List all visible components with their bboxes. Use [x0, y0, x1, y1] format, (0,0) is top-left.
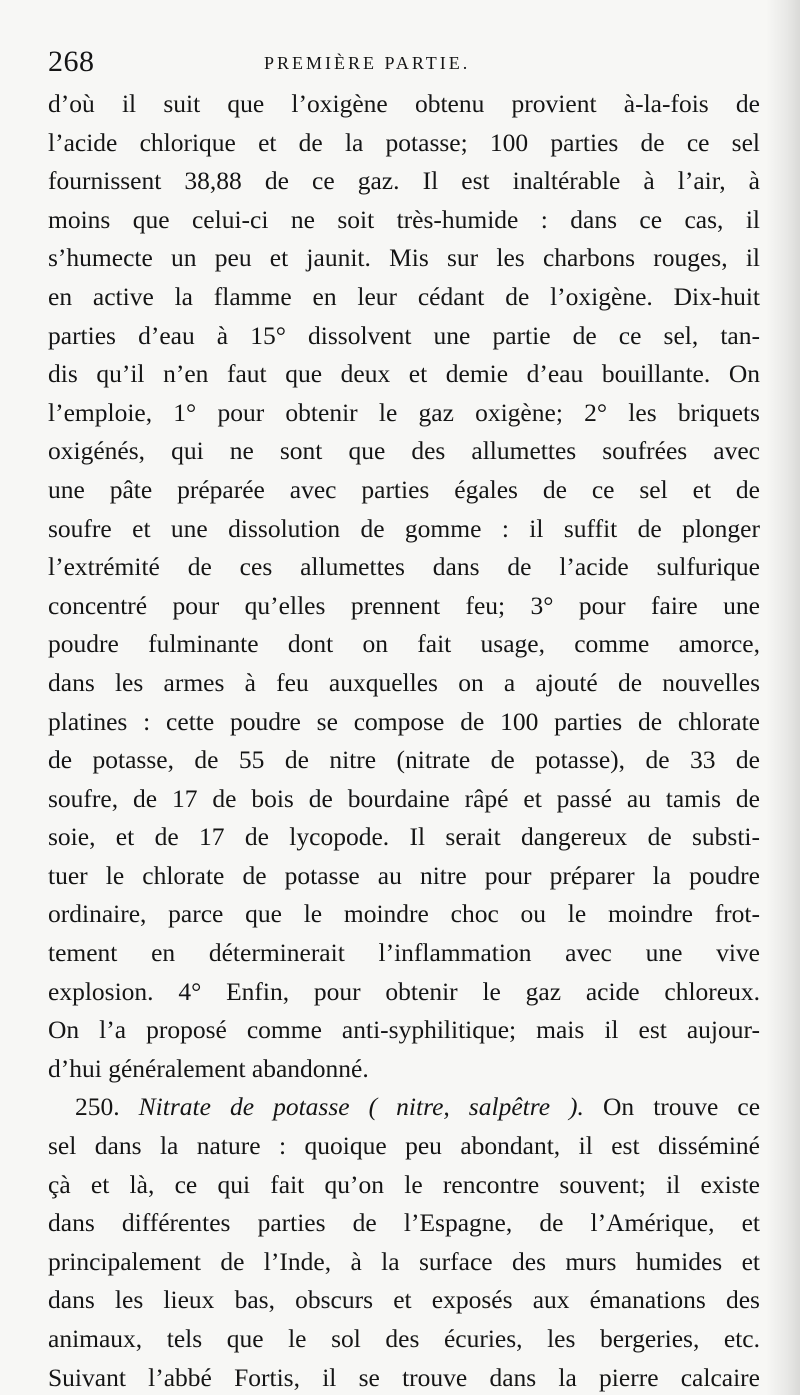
text-line: soie, et de 17 de lycopode. Il serait dangereux de substi- [48, 822, 760, 852]
text-line: l’emploie, 1° pour obtenir le gaz oxigène; 2° les briquets [48, 397, 760, 427]
text-line: l’extrémité de ces allumettes dans de l’acide sulfurique [48, 552, 760, 582]
page-body [48, 85, 760, 1395]
section-title: Nitrate de potasse [138, 1092, 350, 1122]
text-line: poudre fulminante dont on fait usage, comme amorce, [48, 629, 760, 659]
text-line: dans les armes à feu auxquelles on a ajouté de nouvelles [48, 667, 760, 697]
paragraph-nitrate [48, 1088, 760, 1395]
text-line: explosion. 4° Enfin, pour obtenir le gaz acide chloreux. [48, 976, 760, 1006]
text-line: concentré pour qu’elles prennent feu; 3° pour faire une [48, 590, 760, 620]
section-number: 250. [75, 1092, 120, 1122]
paragraph-chlorate [48, 85, 760, 1088]
text-line: Suivant l’abbé Fortis, il se trouve dans la pierre calcaire [48, 1362, 760, 1392]
text-line: une pâte préparée avec parties égales de ce sel et de [48, 474, 760, 504]
text-line: d’hui généralement abandonné. [48, 1053, 369, 1083]
text-line: de potasse, de 55 de nitre (nitrate de potasse), de 33 de [48, 745, 760, 775]
text-line: oxigénés, qui ne sont que des allumettes soufrées avec [48, 436, 760, 466]
text-line: dis qu’il n’en faut que deux et demie d’eau bouillante. On [48, 359, 760, 389]
text-line: On l’a proposé comme anti-syphilitique; mais il est aujour- [48, 1015, 760, 1045]
text-line: animaux, tels que le sol des écuries, les bergeries, etc. [48, 1324, 760, 1353]
section-heading-line [48, 1088, 760, 1127]
text-line: dans les lieux bas, obscurs et exposés aux émanations des [48, 1285, 760, 1315]
text-line: çà et là, ce qui fait qu’on le rencontre souvent; il existe [48, 1169, 760, 1199]
section-first-line-text: On trouve ce [602, 1092, 761, 1122]
text-line: tuer le chlorate de potasse au nitre pour préparer la poudre [48, 860, 760, 890]
page-number: 268 [48, 45, 95, 78]
text-line: d’où il suit que l’oxigène obtenu provient à-la-fois de [48, 89, 760, 118]
running-head: PREMIÈRE PARTIE. [264, 53, 471, 73]
page-gutter-shadow [766, 0, 800, 1395]
text-line: dans différentes parties de l’Espagne, de l’Amérique, et [48, 1208, 760, 1238]
text-line: tement en déterminerait l’inflammation avec une vive [48, 938, 760, 968]
text-line: en active la flamme en leur cédant de l’oxigène. Dix-huit [48, 281, 760, 311]
page-header [48, 42, 760, 82]
text-line: soufre et une dissolution de gomme : il suffit de plonger [48, 513, 760, 543]
text-line: moins que celui-ci ne soit très-humide : dans ce cas, il [48, 204, 760, 234]
text-line: soufre, de 17 de bois de bourdaine râpé et passé au tamis de [48, 783, 760, 813]
text-line: fournissent 38,88 de ce gaz. Il est inaltérable à l’air, à [48, 166, 760, 196]
text-line: platines : cette poudre se compose de 100 parties de chlorate [48, 706, 760, 736]
text-line: ordinaire, parce que le moindre choc ou le moindre frot- [48, 899, 760, 929]
text-line: l’acide chlorique et de la potasse; 100 parties de ce sel [48, 127, 760, 157]
text-line: sel dans la nature : quoique peu abondant, il est disséminé [48, 1131, 760, 1161]
section-title-synonyms: ( nitre, salpêtre ). [368, 1092, 584, 1122]
text-line: principalement de l’Inde, à la surface des murs humides et [48, 1246, 760, 1276]
text-line: parties d’eau à 15° dissolvent une partie de ce sel, tan- [48, 320, 760, 350]
text-line: s’humecte un peu et jaunit. Mis sur les charbons rouges, il [48, 243, 760, 273]
